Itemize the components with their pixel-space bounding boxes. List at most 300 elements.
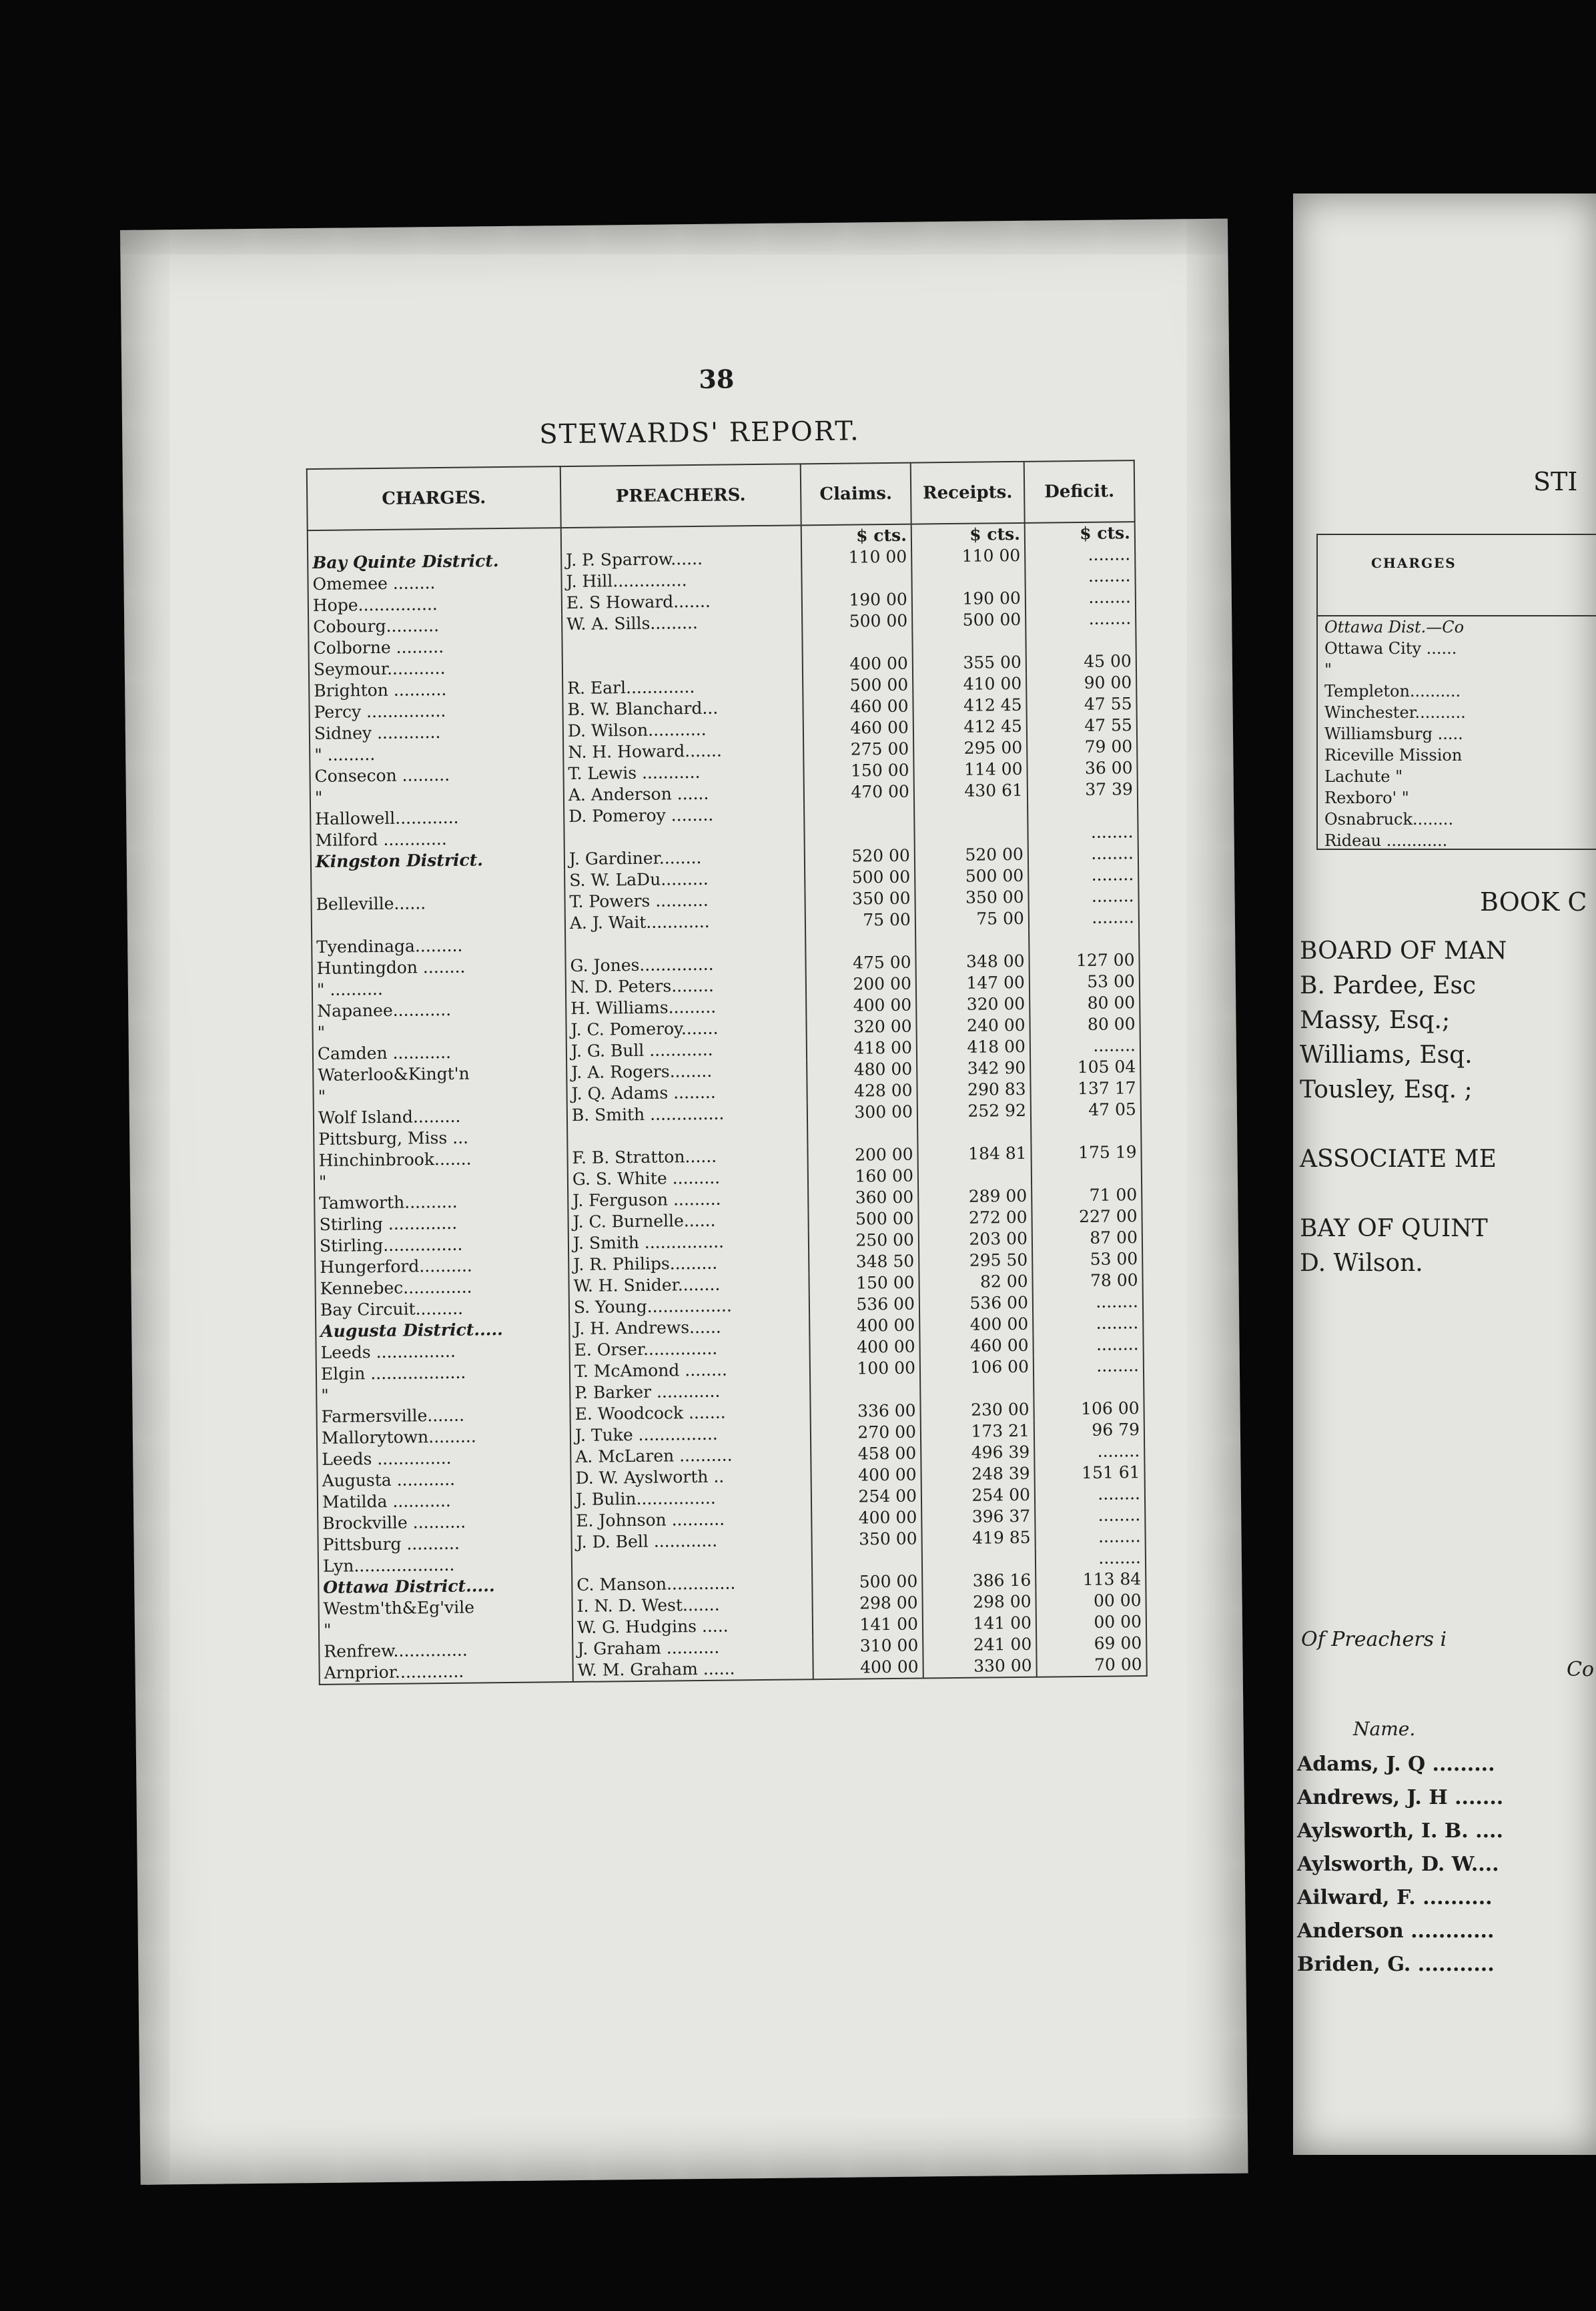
preacher-cell: J. Graham .......... [572, 1636, 813, 1660]
deficit-cell: 00 00 [1036, 1611, 1146, 1634]
preacher-cell: A. Anderson ...... [564, 782, 804, 806]
preacher-cell: J. Bulin............... [571, 1486, 811, 1510]
claims-cell: 400 00 [803, 653, 913, 676]
claims-cell: 275 00 [803, 739, 913, 761]
deficit-cell: ........ [1028, 843, 1138, 865]
charge-cell: Stirling ............. [314, 1212, 568, 1236]
board-line [1300, 1107, 1507, 1142]
units-deficit: $ cts. [1025, 522, 1135, 545]
claims-cell: 300 00 [807, 1101, 917, 1124]
header-charges: CHARGES. [307, 466, 561, 530]
preachers-heading-1: Of Preachers i [1301, 1628, 1447, 1651]
charge-cell: Augusta ........... [317, 1468, 570, 1492]
preacher-cell: G. Jones.............. [565, 953, 805, 977]
deficit-cell: 227 00 [1032, 1206, 1142, 1228]
charge-cell: Napanee........... [312, 998, 566, 1022]
charge-cell: Pittsburg, Miss ... [314, 1126, 567, 1150]
claims-cell: 310 00 [813, 1635, 923, 1658]
right-table-row: " [1324, 660, 1332, 679]
district-cell: Augusta District..... [316, 1318, 569, 1342]
receipts-cell: 295 00 [913, 737, 1027, 760]
receipts-cell: 248 39 [921, 1463, 1034, 1486]
deficit-cell [1032, 1163, 1142, 1186]
claims-cell: 270 00 [811, 1422, 921, 1444]
receipts-cell: 190 00 [912, 588, 1026, 610]
deficit-cell: 36 00 [1027, 757, 1137, 780]
claims-cell: 250 00 [809, 1230, 919, 1252]
preacher-name-list [1297, 1748, 1503, 1981]
deficit-cell: 137 17 [1030, 1077, 1140, 1100]
charge-cell: Brockville .......... [318, 1510, 571, 1534]
claims-cell: 400 00 [809, 1336, 919, 1359]
deficit-cell [1029, 928, 1139, 951]
deficit-cell: ........ [1026, 586, 1136, 609]
claims-cell: 100 00 [810, 1358, 920, 1380]
preacher-cell: T. Powers .......... [564, 889, 805, 913]
receipts-cell: 82 00 [919, 1271, 1032, 1294]
board-line: Tousley, Esq. ; [1300, 1076, 1473, 1103]
preacher-cell: E. Orser.............. [569, 1337, 809, 1361]
charge-cell: Matilda ........... [318, 1489, 571, 1513]
claims-cell: 110 00 [801, 546, 911, 569]
charge-cell: " [314, 1169, 568, 1193]
right-table-row: Templeton.......... [1324, 682, 1461, 701]
book-heading: BOOK C [1480, 887, 1587, 917]
claims-cell: 400 00 [811, 1464, 921, 1487]
preacher-cell: J. C. Pomeroy....... [566, 1017, 806, 1041]
receipts-cell: 298 00 [922, 1591, 1036, 1614]
report-title: STEWARDS' REPORT. [539, 416, 861, 450]
claims-cell: 150 00 [809, 1272, 919, 1295]
right-table-row: Rideau ............ [1324, 831, 1448, 850]
charge-cell: Kennebec............. [315, 1276, 568, 1300]
deficit-cell: 78 00 [1032, 1270, 1142, 1292]
charge-cell: Cobourg.......... [308, 614, 562, 638]
preacher-cell [572, 1550, 812, 1574]
deficit-cell: ........ [1035, 1483, 1145, 1506]
receipts-cell: 141 00 [923, 1612, 1036, 1635]
claims-cell [810, 1379, 920, 1402]
receipts-cell: 342 90 [917, 1057, 1030, 1080]
deficit-cell: 37 39 [1028, 779, 1138, 801]
right-table-row: Osnabruck........ [1324, 810, 1454, 829]
preacher-cell: R. Earl............. [562, 675, 803, 699]
deficit-cell: ........ [1025, 544, 1135, 566]
deficit-cell: ........ [1028, 885, 1138, 908]
preacher-cell: J. G. Bull ............ [566, 1038, 807, 1062]
deficit-cell: 53 00 [1030, 971, 1140, 993]
stewards-report-table [306, 460, 1148, 1685]
deficit-cell: 87 00 [1032, 1227, 1142, 1250]
header-deficit: Deficit. [1024, 460, 1135, 523]
receipts-cell: 430 61 [914, 780, 1028, 803]
preacher-name: Aylsworth, I. B. .... [1297, 1819, 1503, 1843]
preacher-name: Andrews, J. H ....... [1297, 1786, 1504, 1809]
preacher-cell: W. G. Hudgins ..... [572, 1614, 813, 1639]
receipts-cell: 272 00 [918, 1207, 1032, 1230]
receipts-cell: 75 00 [915, 908, 1029, 931]
board-line: BAY OF QUINT [1300, 1215, 1488, 1242]
deficit-cell: ........ [1035, 1526, 1145, 1548]
claims-cell: 500 00 [803, 674, 913, 697]
preacher-cell: D. W. Ayslworth .. [570, 1465, 811, 1489]
right-table-row: Winchester.......... [1324, 703, 1466, 722]
receipts-cell: 418 00 [917, 1036, 1030, 1059]
receipts-cell: 412 45 [913, 716, 1027, 739]
claims-cell: 500 00 [812, 1571, 922, 1594]
charge-cell: " .......... [312, 977, 566, 1001]
deficit-cell: 175 19 [1031, 1141, 1141, 1164]
deficit-cell: 53 00 [1032, 1248, 1142, 1271]
receipts-cell: 320 00 [916, 993, 1030, 1016]
deficit-cell: 151 61 [1034, 1462, 1144, 1484]
charge-cell: Hungerford.......... [315, 1254, 568, 1278]
receipts-cell [912, 630, 1026, 653]
receipts-cell: 400 00 [919, 1314, 1033, 1336]
charge-cell: Farmersville....... [316, 1404, 570, 1428]
receipts-cell: 410 00 [913, 673, 1026, 696]
charge-cell: Omemee ........ [308, 571, 561, 595]
charge-cell: Percy ............... [309, 699, 562, 723]
board-line: Massy, Esq.; [1300, 1007, 1451, 1034]
preacher-cell: T. Lewis ........... [563, 761, 803, 785]
deficit-cell: 47 55 [1027, 715, 1137, 737]
claims-cell: 298 00 [812, 1592, 922, 1615]
claims-cell: 500 00 [805, 867, 915, 889]
preacher-cell: C. Manson............. [572, 1572, 812, 1596]
claims-cell: 200 00 [807, 1144, 917, 1167]
preacher-cell: F. B. Stratton...... [567, 1145, 807, 1169]
charge-cell: Seymour........... [309, 656, 562, 680]
preacher-cell: I. N. D. West....... [572, 1593, 812, 1617]
receipts-cell [917, 1121, 1031, 1144]
preacher-cell: S. W. LaDu......... [564, 867, 805, 891]
claims-cell: 320 00 [806, 1016, 916, 1039]
preacher-cell: D. Pomeroy ........ [564, 803, 804, 827]
preacher-cell: E. Johnson .......... [571, 1508, 811, 1532]
deficit-cell: 105 04 [1030, 1056, 1140, 1079]
charge-cell: Camden ........... [313, 1041, 566, 1065]
preacher-cell: W. A. Sills......... [562, 611, 802, 635]
units-claims: $ cts. [801, 524, 911, 548]
receipts-cell: 348 00 [915, 951, 1029, 973]
charge-cell: Sidney ............ [310, 721, 563, 745]
claims-cell [801, 568, 911, 590]
units-receipts: $ cts. [911, 523, 1025, 546]
deficit-cell: 80 00 [1030, 1013, 1140, 1036]
charge-cell: Lyn................... [318, 1553, 572, 1577]
receipts-cell: 173 21 [921, 1420, 1034, 1443]
charge-cell: Wolf Island......... [314, 1105, 567, 1129]
charge-cell: Tyendinaga......... [312, 934, 565, 958]
charge-cell: Elgin .................. [316, 1361, 570, 1385]
receipts-cell: 241 00 [923, 1634, 1036, 1657]
charge-cell [312, 913, 565, 937]
preacher-name: Anderson ............ [1297, 1919, 1495, 1943]
district-cell: Ottawa District..... [318, 1574, 572, 1598]
board-line: Williams, Esq. [1300, 1041, 1473, 1069]
charge-cell: " [313, 1083, 566, 1107]
right-table-row: Ottawa Dist.—Co [1324, 618, 1465, 636]
preacher-cell: W. H. Snider........ [568, 1273, 809, 1297]
right-table-row: Rexboro' " [1324, 789, 1409, 807]
charge-cell: Leeds .............. [317, 1446, 570, 1470]
charge-cell: Leeds ............... [316, 1340, 569, 1364]
preachers-heading-2: Co [1567, 1658, 1595, 1681]
receipts-cell: 147 00 [916, 972, 1030, 995]
preacher-cell: J. Gardiner........ [564, 846, 805, 870]
preacher-cell: W. M. Graham ...... [572, 1657, 813, 1682]
claims-cell: 400 00 [806, 995, 916, 1017]
receipts-cell [914, 801, 1028, 824]
header-receipts: Receipts. [911, 462, 1025, 524]
left-page [120, 219, 1248, 2185]
receipts-cell: 536 00 [919, 1292, 1033, 1315]
preacher-name: Adams, J. Q ......... [1297, 1753, 1495, 1776]
preacher-cell: J. A. Rogers........ [566, 1059, 807, 1083]
preacher-cell: J. C. Burnelle...... [568, 1209, 808, 1233]
table-body [308, 522, 1147, 1685]
charge-cell: Waterloo&Kingt'n [313, 1062, 566, 1086]
preacher-cell: A. McLaren .......... [570, 1444, 811, 1468]
board-line [1300, 1177, 1507, 1212]
right-page [1293, 193, 1596, 2155]
preacher-cell: D. Wilson........... [563, 718, 803, 742]
receipts-cell: 184 81 [917, 1143, 1031, 1166]
receipts-cell: 500 00 [915, 865, 1028, 888]
claims-cell: 200 00 [806, 973, 916, 996]
charge-cell: Brighton .......... [309, 678, 562, 702]
claims-cell: 500 00 [808, 1208, 918, 1231]
claims-cell: 254 00 [811, 1486, 921, 1508]
deficit-cell [1026, 629, 1136, 652]
claims-cell [804, 824, 914, 847]
charge-cell: Arnprior............. [319, 1660, 572, 1685]
preacher-cell: B. W. Blanchard... [562, 697, 803, 721]
right-table-header: CHARGES [1318, 535, 1596, 616]
preacher-cell: J. Ferguson ......... [568, 1188, 808, 1212]
deficit-cell: 90 00 [1026, 672, 1136, 695]
charge-cell: Pittsburg .......... [318, 1532, 571, 1556]
board-lines [1300, 934, 1507, 1281]
receipts-cell: 460 00 [919, 1335, 1033, 1358]
receipts-cell: 496 39 [921, 1442, 1034, 1464]
preacher-cell: J. Q. Adams ........ [566, 1081, 807, 1105]
receipts-cell: 412 45 [913, 695, 1026, 717]
preacher-cell [562, 654, 803, 678]
deficit-cell: 69 00 [1036, 1633, 1146, 1655]
deficit-cell: 80 00 [1030, 992, 1140, 1015]
claims-cell: 400 00 [813, 1657, 923, 1680]
table-header-row [307, 460, 1135, 530]
preacher-cell: T. McAmond ........ [570, 1358, 810, 1382]
deficit-cell: ........ [1034, 1440, 1144, 1463]
charge-cell: Colborne ......... [308, 635, 562, 659]
charge-cell: " [316, 1382, 570, 1406]
deficit-cell [1031, 1120, 1141, 1143]
deficit-cell: ........ [1034, 1355, 1144, 1378]
claims-cell [804, 803, 914, 825]
receipts-cell: 110 00 [911, 545, 1025, 568]
preacher-cell [565, 931, 805, 955]
receipts-cell: 396 37 [921, 1506, 1035, 1528]
claims-cell [807, 1123, 917, 1145]
receipts-cell [918, 1164, 1032, 1187]
claims-cell: 190 00 [802, 589, 912, 612]
deficit-cell: ........ [1028, 864, 1138, 887]
page-number: 38 [699, 364, 735, 394]
claims-cell: 350 00 [805, 888, 915, 911]
claims-cell: 160 00 [808, 1166, 918, 1188]
right-table-row: Ottawa City ...... [1324, 639, 1457, 658]
preacher-cell: E. Woodcock ....... [570, 1401, 810, 1425]
claims-cell: 460 00 [803, 717, 913, 740]
preacher-cell: J. D. Bell ............ [571, 1529, 811, 1553]
charge-cell: Belleville...... [311, 891, 564, 915]
claims-cell [812, 1550, 922, 1572]
receipts-cell: 419 85 [921, 1527, 1035, 1550]
preacher-cell: B. Smith .............. [567, 1102, 807, 1126]
receipts-cell [911, 566, 1025, 589]
claims-cell: 75 00 [805, 909, 915, 932]
right-header-fragment: STI [1533, 467, 1578, 496]
district-cell: Kingston District. [311, 849, 564, 873]
receipts-cell: 114 00 [913, 759, 1027, 781]
deficit-cell: 45 00 [1026, 650, 1136, 673]
claims-cell: 480 00 [807, 1059, 917, 1081]
preacher-cell: A. J. Wait............ [565, 910, 805, 934]
preacher-cell: S. Young................ [569, 1294, 809, 1318]
deficit-cell: ........ [1028, 821, 1138, 844]
deficit-cell: ........ [1029, 907, 1139, 929]
claims-cell: 520 00 [805, 845, 915, 868]
charge-cell: Renfrew.............. [319, 1639, 572, 1663]
preacher-cell [562, 632, 802, 656]
preacher-cell: J. Smith ............... [568, 1230, 809, 1254]
right-table-row: Lachute " [1324, 767, 1403, 786]
deficit-cell: ........ [1030, 1035, 1140, 1057]
charge-cell: Hinchinbrook....... [314, 1147, 567, 1172]
deficit-cell: 47 55 [1026, 693, 1136, 716]
claims-cell: 460 00 [803, 696, 913, 719]
charge-cell: " [310, 785, 564, 809]
preacher-cell [564, 825, 804, 849]
header-claims: Claims. [801, 463, 911, 526]
receipts-cell: 240 00 [916, 1015, 1030, 1037]
receipts-cell [920, 1378, 1034, 1400]
charge-cell: Stirling............... [315, 1233, 568, 1257]
deficit-cell: 127 00 [1029, 949, 1139, 972]
right-table-row: Riceville Mission [1324, 746, 1463, 765]
units-blank-preachers [561, 525, 801, 550]
charge-cell: Tamworth.......... [314, 1190, 568, 1214]
receipts-cell [922, 1548, 1036, 1571]
receipts-cell: 254 00 [921, 1484, 1035, 1507]
claims-cell [805, 931, 915, 953]
preacher-cell: G. S. White ......... [568, 1166, 808, 1190]
receipts-cell: 252 92 [917, 1100, 1031, 1123]
board-line: B. Pardee, Esc [1300, 972, 1477, 999]
receipts-cell: 355 00 [913, 652, 1026, 674]
claims-cell: 400 00 [811, 1507, 921, 1530]
deficit-cell: ........ [1033, 1334, 1143, 1356]
charge-cell: " [319, 1617, 572, 1641]
deficit-cell: 00 00 [1036, 1590, 1146, 1612]
preacher-cell: J. H. Andrews...... [569, 1316, 809, 1340]
charge-cell: " ......... [310, 742, 563, 766]
board-line: ASSOCIATE ME [1300, 1145, 1497, 1173]
deficit-cell: 70 00 [1036, 1654, 1146, 1677]
charge-cell [311, 870, 564, 894]
charge-cell: Milford ............ [310, 827, 564, 851]
receipts-cell [915, 929, 1029, 952]
board-line: D. Wilson. [1300, 1250, 1423, 1277]
receipts-cell: 106 00 [920, 1356, 1034, 1379]
preacher-name: Briden, G. ........... [1297, 1953, 1495, 1976]
claims-cell: 418 00 [807, 1037, 917, 1060]
right-table-row: Williamsburg ..... [1324, 725, 1463, 743]
charge-cell: Hope............... [308, 592, 562, 616]
deficit-cell: ........ [1033, 1312, 1143, 1335]
preacher-cell: N. H. Howard....... [563, 739, 803, 763]
right-table-rows [1318, 616, 1596, 851]
receipts-cell: 230 00 [920, 1399, 1034, 1422]
receipts-cell: 290 83 [917, 1079, 1030, 1101]
deficit-cell: ........ [1036, 1547, 1146, 1570]
deficit-cell: 96 79 [1034, 1419, 1144, 1442]
preacher-cell: J. Tuke ............... [570, 1422, 811, 1446]
claims-cell: 458 00 [811, 1443, 921, 1466]
charge-cell: Consecon ......... [310, 763, 563, 787]
right-table [1316, 534, 1596, 850]
charge-cell: " [312, 1019, 566, 1043]
deficit-cell: ........ [1033, 1291, 1143, 1314]
preacher-cell [567, 1123, 807, 1147]
receipts-cell: 520 00 [915, 844, 1028, 867]
claims-cell: 475 00 [805, 952, 915, 975]
claims-cell [802, 632, 912, 654]
preacher-cell: H. Williams......... [566, 995, 806, 1019]
deficit-cell: 79 00 [1027, 736, 1137, 759]
deficit-cell: ........ [1025, 565, 1135, 588]
claims-cell: 141 00 [813, 1614, 923, 1637]
preacher-cell: J. R. Philips......... [568, 1252, 809, 1276]
receipts-cell: 350 00 [915, 887, 1028, 909]
receipts-cell: 386 16 [922, 1570, 1036, 1592]
preacher-cell: J. P. Sparrow...... [561, 547, 801, 571]
receipts-cell: 203 00 [919, 1228, 1032, 1251]
preacher-cell: E. S Howard....... [562, 590, 802, 614]
preacher-name: Ailward, F. .......... [1297, 1886, 1493, 1909]
claims-cell: 348 50 [809, 1251, 919, 1274]
claims-cell: 536 00 [809, 1294, 919, 1316]
charge-cell: Huntingdon ........ [312, 955, 565, 979]
charge-cell: Bay Circuit......... [316, 1297, 569, 1321]
claims-cell: 470 00 [804, 781, 914, 804]
deficit-cell: 47 05 [1031, 1099, 1141, 1121]
claims-cell: 150 00 [803, 760, 913, 783]
charge-cell: Mallorytown......... [317, 1425, 570, 1449]
district-cell: Bay Quinte District. [308, 550, 561, 574]
receipts-cell [914, 823, 1028, 845]
name-heading: Name. [1353, 1718, 1416, 1740]
deficit-cell [1034, 1376, 1144, 1399]
receipts-cell: 330 00 [923, 1655, 1036, 1679]
receipts-cell: 289 00 [918, 1186, 1032, 1208]
claims-cell: 428 00 [807, 1080, 917, 1103]
preacher-cell: J. Hill.............. [561, 568, 801, 592]
deficit-cell: 113 84 [1036, 1568, 1146, 1591]
